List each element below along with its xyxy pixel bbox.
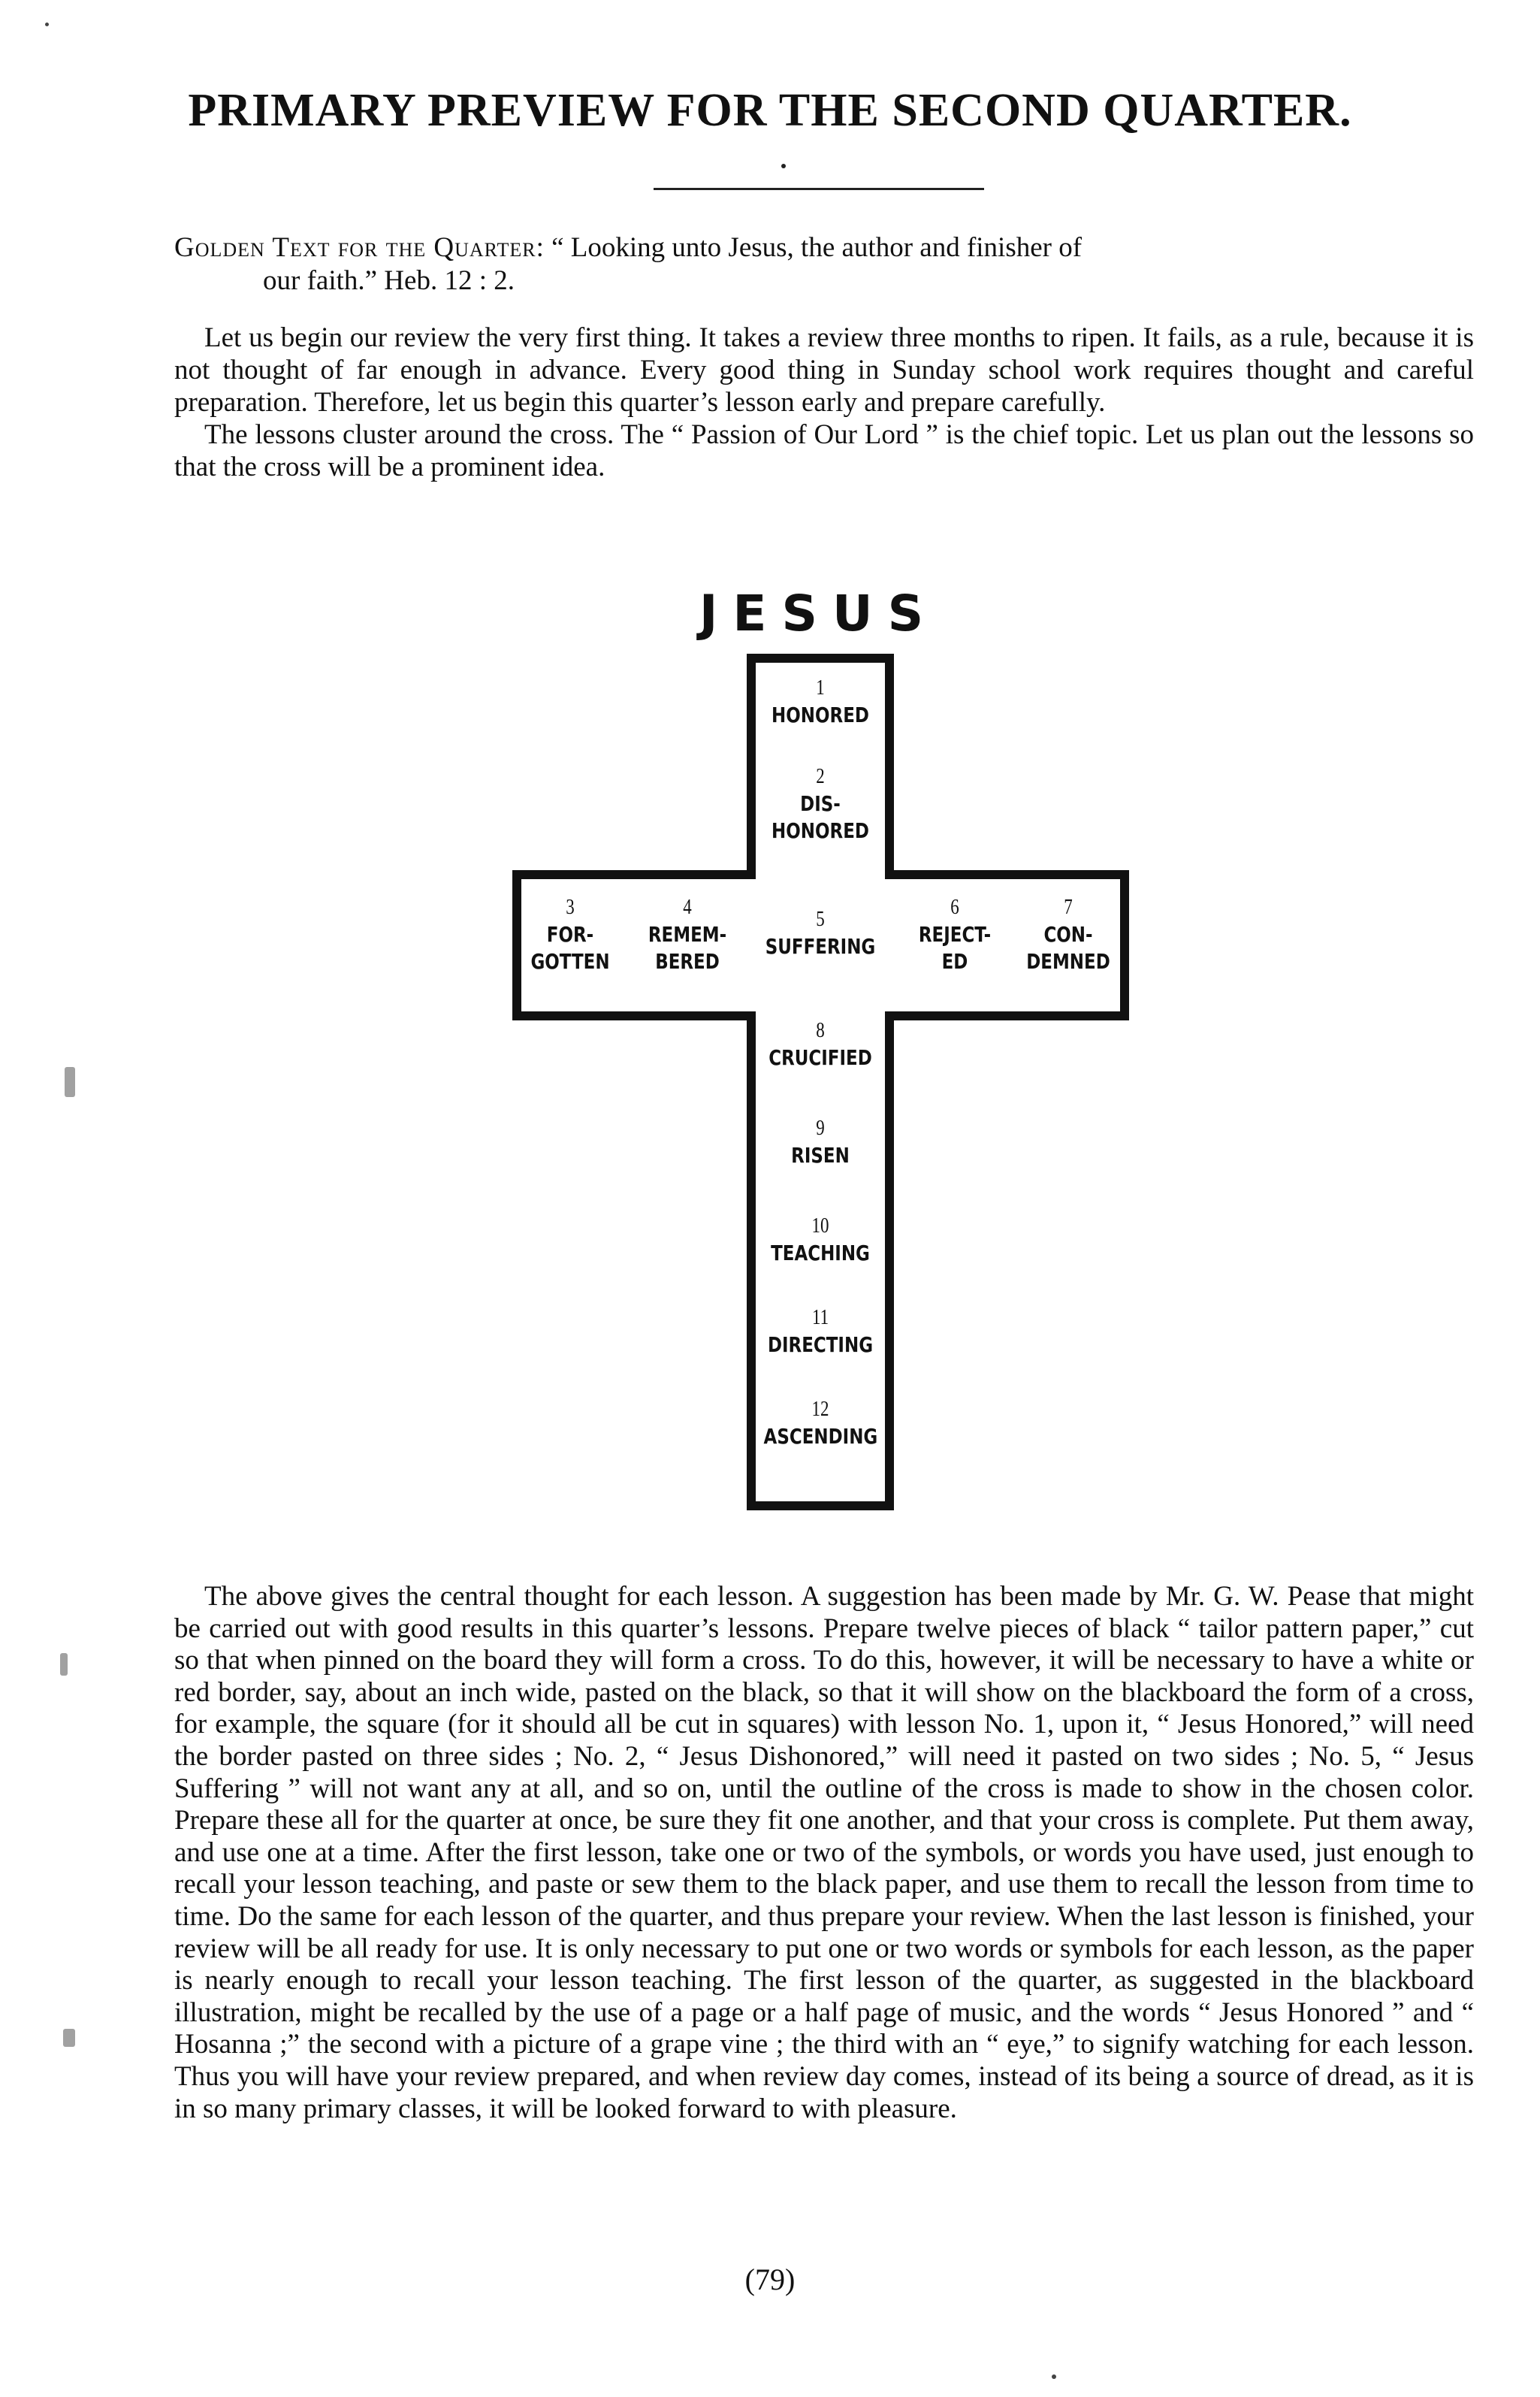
lesson-10 [764,1213,877,1267]
lesson-word: FOR- [546,922,594,947]
lesson-4 [642,894,734,975]
scan-speck [45,23,49,26]
lesson-word: DIS- [800,791,841,816]
lesson-number: 10 [811,1214,829,1238]
lesson-word: TEACHING [771,1241,870,1265]
lesson-number: 9 [816,1117,825,1140]
lesson-11 [764,1304,877,1359]
lesson-number: 1 [816,676,825,700]
lesson-6 [909,894,1001,975]
body-paragraph: The above gives the central thought for each lesson. A suggestion has been made by Mr. G. W. Pease that might be carried out with good results in this quarter’s lessons. Prepare twelve pieces of black “ tailor pattern paper,” cut so that when pinned on the board they will form a cross. To do this, however, it will be necessary to have a white or red border, say, about an inch wide, pasted on the black, so that it will show on the blackboard the form of a cross, for example, the square (for it should all be cut in squares) with lesson No. 1, upon it, “ Jesus Honored,” will need the border pasted on three sides ; No. 2, “ Jesus Dishonored,” will need it pasted on two sides ; No. 5, “ Jesus Suffering ” will not want any at all, and so on, until the outline of the cross is made to show in the chosen color. Prepare these all for the quarter at once, be sure they fit one another, and that your cross is complete. Put them away, and use one at a time. After the first lesson, take one or two of the symbols, or words you have used, just enough to recall your lesson teaching, and paste or sew them to the black paper, and use them to recall the lesson from time to time. Do the same for each lesson of the quarter, and thus prepare your review. When the last lesson is finished, your review will be all ready for use. It is only necessary to put one or two words or symbols for each lesson, as the paper is nearly enough to recall your lesson teaching. The first lesson of the quarter, as suggested in the blackboard illustration, might be recalled by the use of a page or a half page of music, and the words “ Jesus Honored ” and “ Hosanna ;” the second with a picture of a grape vine ; the third with an “ eye,” to signify watching for each lesson. Thus you will have your review prepared, and when review day comes, instead of its being a source of dread, as it is in so many primary classes, it will be looked forward to with pleasure. [174,1581,1474,2124]
lesson-2 [764,763,877,845]
lesson-word-cont: ED [941,949,968,974]
golden-text [174,231,1474,298]
lesson-number: 4 [683,896,692,919]
lesson-word: CON- [1043,922,1093,947]
lesson-word: REJECT- [918,922,992,947]
scan-speck [65,1067,75,1097]
lesson-7 [1025,894,1112,975]
lesson-word-cont: DEMNED [1026,949,1110,974]
lesson-number: 11 [811,1306,829,1329]
lesson-word-cont: BERED [655,949,720,974]
lesson-number: 2 [816,765,825,788]
golden-text-reference: our faith.” Heb. 12 : 2. [263,265,515,296]
lesson-word-cont: HONORED [772,818,869,843]
intro-paragraph: Let us begin our review the very first thing. It takes a review three months to ripen. It fails, as a rule, because it is not thought of far enough in advance. Every good thing in Sunday school work requires thought and careful preparation. Therefore, let us begin this quarter’s lesson early and prepare carefully. [174,322,1474,418]
golden-text-quote: “ Looking unto Jesus, the author and finisher of [551,232,1083,263]
golden-text-label: Golden Text for the Quarter: [174,232,545,263]
intro-text [174,322,1474,483]
scan-speck [1052,2374,1056,2379]
lesson-5 [764,906,877,960]
page-number: (79) [744,2262,796,2296]
intro-paragraph: The lessons cluster around the cross. The “ Passion of Our Lord ” is the chief topic. Let us plan out the lessons so that the cross will be a prominent idea. [174,419,1474,482]
scan-speck [63,2029,75,2047]
lesson-word: CRUCIFIED [768,1045,872,1070]
lesson-word: RISEN [791,1143,850,1168]
title-rule [654,188,984,190]
ornament-dot [781,164,786,168]
lesson-word: SUFFERING [765,934,876,959]
cross-heading: JESUS [699,585,939,642]
lesson-number: 7 [1064,896,1073,919]
body-text [174,1581,1474,2125]
lesson-3 [530,894,611,975]
lesson-number: 3 [566,896,575,919]
page-title: PRIMARY PREVIEW FOR THE SECOND QUARTER. [188,85,1352,136]
lesson-number: 8 [816,1019,825,1042]
lesson-8 [764,1017,877,1072]
lesson-word: REMEM- [648,922,727,947]
lesson-word: DIRECTING [767,1332,874,1357]
scan-speck [60,1653,68,1676]
lesson-number: 5 [816,908,825,931]
lesson-9 [764,1115,877,1169]
lesson-word: ASCENDING [763,1424,878,1449]
lesson-word: HONORED [772,703,869,727]
lesson-number: 6 [950,896,959,919]
lesson-word-cont: GOTTEN [530,949,610,974]
lesson-1 [764,675,877,729]
lesson-12 [764,1396,877,1450]
lesson-number: 12 [811,1398,829,1421]
